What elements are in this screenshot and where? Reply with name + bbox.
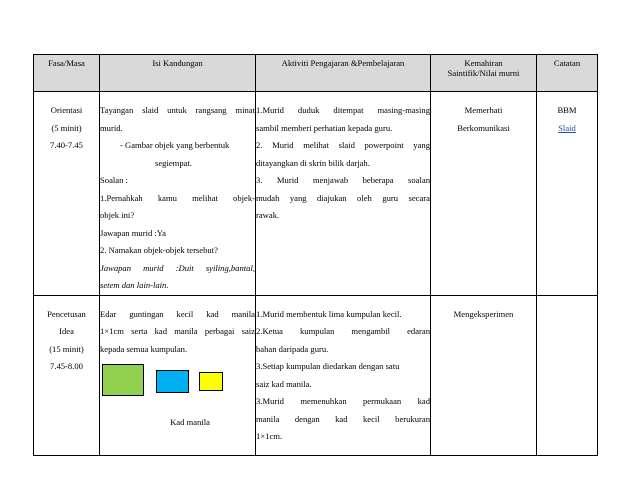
isi-line: 1×1cm serta kad manila perbagai saiz (100, 326, 255, 336)
kemahiran-line: Berkomunikasi (457, 122, 510, 133)
aktiviti-line: 1×1cm. (256, 431, 283, 441)
fasa-line: (5 minit) (51, 122, 82, 133)
yellow-card (199, 372, 223, 391)
fasa-line: 7.45-8.00 (50, 361, 83, 371)
isi-line: - Gambar objek yang berbentuk (120, 140, 230, 150)
catatan-bbm: BBM (557, 105, 577, 115)
kemahiran-line: Mengeksperimen (453, 308, 514, 319)
cell-catatan (537, 295, 598, 455)
header-isi: Isi Kandungan (100, 55, 256, 92)
header-fasa: Fasa/Masa (34, 55, 100, 92)
isi-line: Jawapan murid :Ya (100, 227, 166, 238)
header-kemahiran (431, 55, 537, 92)
card-label: Kad manila (170, 417, 210, 427)
cell-isi (100, 295, 256, 455)
isi-line: setem dan lain-lain. (100, 280, 169, 290)
isi-line: 2. Namakan objek-objek tersebut? (100, 245, 218, 255)
manila-cards (100, 358, 255, 414)
cell-fasa (34, 92, 100, 296)
isi-line: murid. (100, 122, 123, 133)
cell-catatan (537, 92, 598, 296)
cell-kemahiran (431, 92, 537, 296)
header-row (34, 55, 598, 92)
fasa-line: (15 minit) (49, 343, 84, 354)
aktiviti-line: rawak. (256, 210, 280, 220)
isi-line: Edar guntingan kecil kad manila (100, 308, 255, 319)
aktiviti-line: mudah yang diajukan oleh guru secara (256, 192, 430, 203)
header-catatan: Catatan (537, 55, 598, 92)
isi-line: Soalan : (100, 175, 128, 185)
header-aktiviti: Aktiviti Pengajaran &Pembelajaran (256, 55, 431, 92)
aktiviti-line: 3. Murid menjawab beberapa soalan (256, 175, 430, 185)
aktiviti-line: 1.Murid membentuk lima kumpulan kecil. (256, 308, 402, 319)
kemahiran-line: Memerhati (464, 105, 503, 115)
row-pencetusan-idea (34, 295, 598, 455)
aktiviti-line: 3.Setiap kumpulan diedarkan dengan satu (256, 361, 400, 371)
aktiviti-line: saiz kad manila. (256, 378, 312, 389)
cell-fasa (34, 295, 100, 455)
isi-line: Jawapan murid :Duit syiling,bantal, (100, 262, 255, 273)
isi-line: Tayangan slaid untuk rangsang minat (100, 105, 255, 115)
cell-aktiviti (256, 92, 431, 296)
row-orientasi (34, 92, 598, 296)
isi-line: objek ini? (100, 210, 135, 220)
aktiviti-line: 2. Murid melihat slaid powerpoint yang (256, 140, 430, 150)
aktiviti-line: 2.Ketua kumpulan mengambil edaran (256, 326, 430, 336)
fasa-line: Pencetusan (47, 308, 86, 319)
isi-line: kepada semua kumpulan. (100, 343, 188, 354)
header-kemahiran-line1: Kemahiran (464, 58, 503, 68)
slaid-link[interactable]: Slaid (558, 122, 576, 133)
fasa-line: Idea (59, 326, 74, 336)
cell-kemahiran (431, 295, 537, 455)
fasa-line: Orientasi (50, 105, 83, 115)
aktiviti-line: manila dengan kad kecil berukuran (256, 413, 430, 424)
isi-line: 1.Pernahkah kamu melihat objek- (100, 192, 255, 203)
cell-isi (100, 92, 256, 296)
lesson-plan-table (33, 54, 598, 456)
isi-line: segiempat. (155, 157, 192, 168)
green-card (102, 364, 144, 396)
cell-aktiviti (256, 295, 431, 455)
aktiviti-line: bahan daripada guru. (256, 343, 329, 354)
blue-card (156, 370, 189, 393)
header-kemahiran-line2: Saintifik/Nilai murni (447, 68, 520, 78)
fasa-line: 7.40-7.45 (50, 140, 83, 150)
aktiviti-line: 1.Murid duduk ditempat masing-masing (256, 105, 430, 115)
aktiviti-line: sambil memberi perhatian kepada guru. (256, 122, 393, 133)
aktiviti-line: ditayangkan di skrin bilik darjah. (256, 157, 370, 168)
aktiviti-line: 3.Murid memenuhkan permukaan kad (256, 396, 430, 406)
